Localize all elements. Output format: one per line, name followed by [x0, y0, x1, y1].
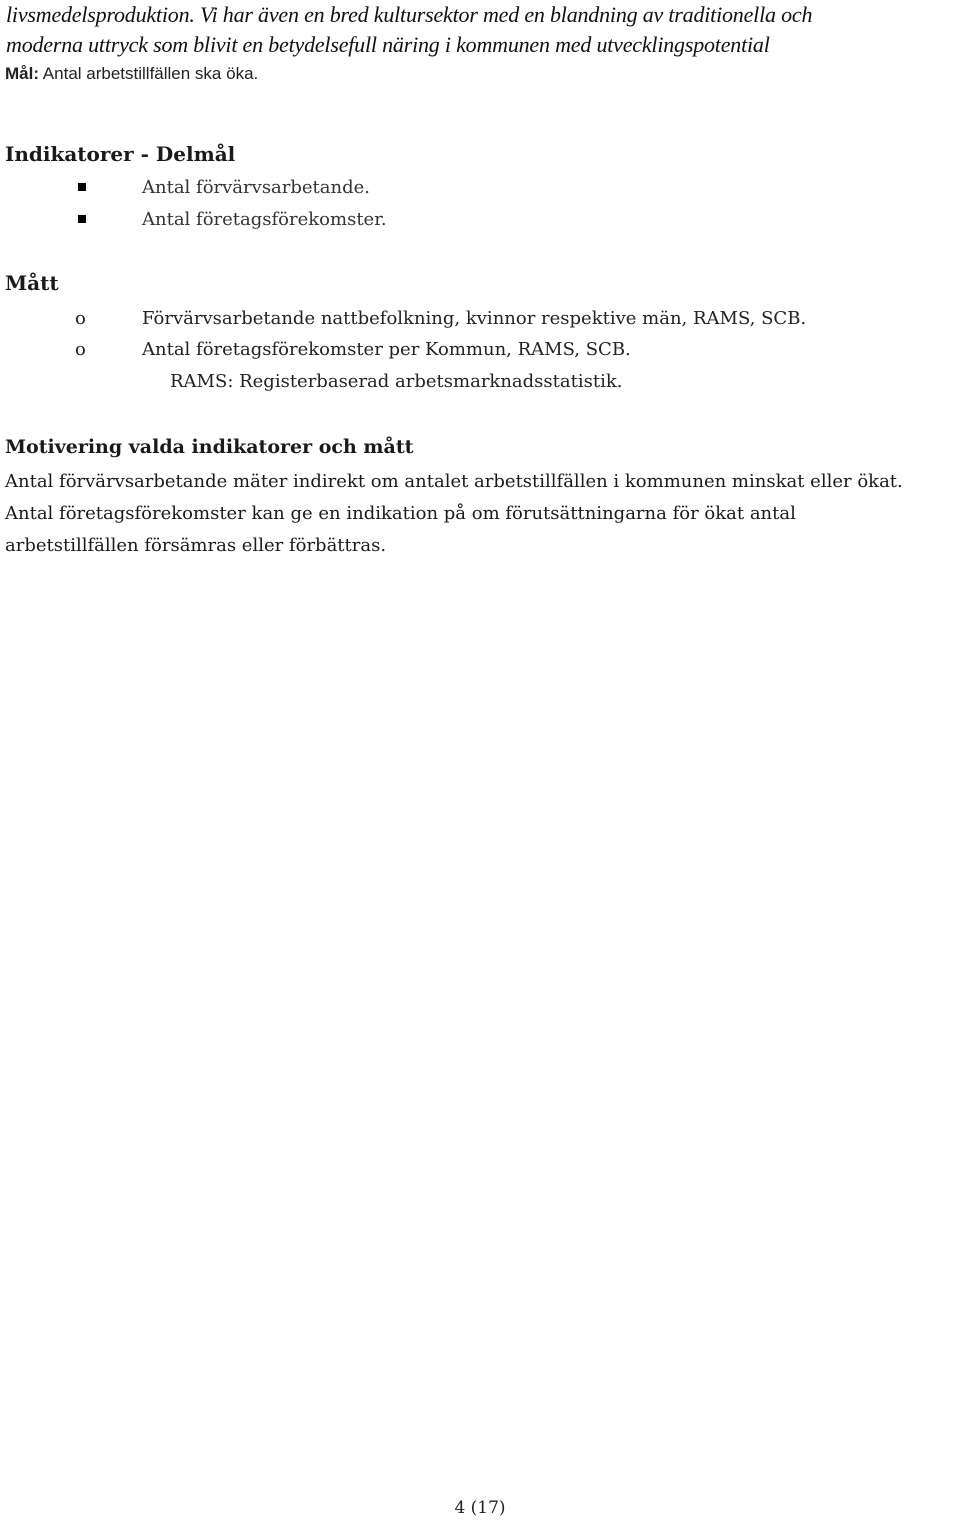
intro-paragraph [6, 0, 956, 60]
goal-statement [5, 62, 258, 86]
measures-heading: Mått [5, 271, 59, 295]
measure-text: Antal företagsförekomster per Kommun, RAMS, SCB. [142, 339, 631, 360]
motivation-heading: Motivering valda indikatorer och mått [5, 436, 414, 458]
goal-text: Antal arbetstillfällen ska öka. [42, 64, 259, 83]
indicator-text: Antal förvärvsarbetande. [142, 177, 371, 198]
indicators-heading: Indikatorer - Delmål [5, 142, 236, 166]
square-bullet-icon [78, 183, 86, 191]
rams-note: RAMS: Registerbaserad arbetsmarknadsstatistik. [170, 371, 623, 392]
circle-bullet-icon: o [75, 308, 86, 329]
intro-line: moderna uttryck som blivit en betydelsefull näring i kommunen med utvecklingspotential [6, 32, 770, 57]
goal-label: Mål: [5, 64, 39, 83]
measure-text: Förvärvsarbetande nattbefolkning, kvinnor respektive män, RAMS, SCB. [142, 308, 807, 329]
page-number: 4 (17) [454, 1498, 506, 1518]
motivation-line: Antal företagsförekomster kan ge en indikation på om förutsättningarna för ökat antal [5, 503, 796, 524]
circle-bullet-icon: o [75, 339, 86, 360]
motivation-line: Antal förvärvsarbetande mäter indirekt om antalet arbetstillfällen i kommunen minskat eller ökat. [5, 471, 903, 492]
intro-line: livsmedelsproduktion. Vi har även en bred kultursektor med en blandning av traditionella och [6, 2, 813, 27]
motivation-paragraph [5, 466, 957, 562]
motivation-line: arbetstillfällen försämras eller förbättras. [5, 535, 387, 556]
square-bullet-icon [78, 215, 86, 223]
indicator-text: Antal företagsförekomster. [142, 209, 387, 230]
